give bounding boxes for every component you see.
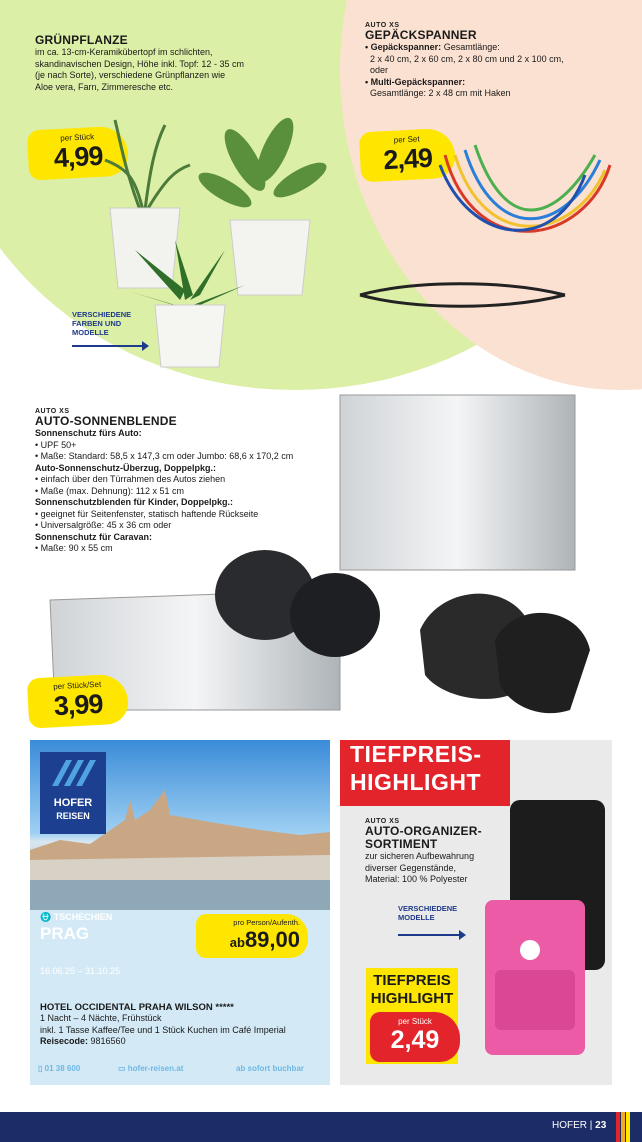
straps-title: GEPÄCKSPANNER xyxy=(365,28,477,42)
phone-icon: ▯ xyxy=(38,1064,45,1073)
sunshade-s1: Sonnenschutz fürs Auto: xyxy=(35,428,142,438)
organizer-note-arrow xyxy=(398,934,464,936)
footer-separator: | xyxy=(589,1120,593,1131)
organizer-note-line-2: MODELLE xyxy=(398,913,435,922)
page-footer xyxy=(0,1112,642,1142)
organizer-title-2: SORTIMENT xyxy=(365,837,438,851)
organizer-variants-note xyxy=(398,904,457,922)
plant-pot-3 xyxy=(155,305,225,367)
logo-reisen-text: REISEN xyxy=(56,811,90,821)
badge-line-1: TIEFPREIS xyxy=(373,972,451,989)
travel-price-prefix: ab xyxy=(229,935,245,950)
organizer-desc-3: Material: 100 % Polyester xyxy=(365,874,468,884)
hotel-name: HOTEL OCCIDENTAL PRAHA WILSON ***** xyxy=(40,1002,234,1013)
footer-stripe-red xyxy=(616,1112,620,1142)
travel-line-1: 1 Nacht – 4 Nächte, Frühstück xyxy=(40,1013,162,1023)
straps-image xyxy=(355,115,620,315)
cover-shade xyxy=(340,395,575,570)
plants-desc-1: im ca. 13-cm-Keramikübertopf im schlichten, xyxy=(35,47,213,57)
sunshade-s1b: • Maße: Standard: 58,5 x 147,3 cm oder Jumbo: 68,6 x 170,2 cm xyxy=(35,451,294,461)
sunshade-title: AUTO-SONNENBLENDE xyxy=(35,414,177,428)
hofer-reisen-logo xyxy=(40,752,106,834)
sunshade-s4: Sonnenschutz für Caravan: xyxy=(35,531,153,542)
sunshade-price: 3,99 xyxy=(53,688,104,722)
straps-brand: AUTO XS xyxy=(365,22,400,29)
straps-item1-line3: oder xyxy=(370,65,389,75)
plants-note-arrow xyxy=(72,345,147,347)
footer-label xyxy=(552,1120,606,1131)
travel-details xyxy=(40,1002,325,1048)
travel-price: 89,00 xyxy=(244,927,300,952)
sunshade-s1a: • UPF 50+ xyxy=(35,439,77,450)
travel-city: PRAG xyxy=(40,924,90,943)
sunshade-s4a: • Maße: 90 x 55 cm xyxy=(35,543,113,553)
plants-desc-2: skandinavischen Design, Höhe inkl. Topf: 12 - 35 cm xyxy=(35,58,244,69)
plants-text xyxy=(35,34,275,93)
straps-item1-text: Gesamtlänge: xyxy=(441,42,500,52)
organizer-text xyxy=(365,818,505,886)
hofer-stripes-icon xyxy=(40,752,106,792)
sunshade-s2a: • einfach über den Türrahmen des Autos ziehen xyxy=(35,474,226,484)
plants-variants-note xyxy=(72,310,131,337)
page-number: 23 xyxy=(595,1120,607,1131)
straps-text xyxy=(365,22,625,100)
sunshade-brand: AUTO XS xyxy=(35,408,70,415)
travel-web-text[interactable]: hofer-reisen.at xyxy=(127,1064,184,1073)
travel-phone[interactable] xyxy=(38,1064,80,1073)
travel-price-label: pro Person/Aufenth. xyxy=(233,918,300,927)
organizer-desc-2: diverser Gegenstände, xyxy=(365,862,457,873)
tiefpreis-header-line1: TIEFPREIS- xyxy=(350,741,482,767)
sunshade-price-tag xyxy=(27,673,129,728)
plants-price-label: per Stück xyxy=(60,132,95,143)
travel-phone-text[interactable]: 01 38 600 xyxy=(44,1064,81,1073)
organizer-note-line-1: VERSCHIEDENE xyxy=(398,904,458,913)
travel-code-label: Reisecode: xyxy=(40,1036,89,1046)
travel-price-tag xyxy=(196,914,308,958)
plant-leaves-1 xyxy=(105,120,190,210)
organizer-title-1: AUTO-ORGANIZER- xyxy=(365,824,482,838)
badge-line-2: HIGHLIGHT xyxy=(370,990,454,1007)
travel-country-text: TSCHECHIEN xyxy=(53,912,113,922)
footer-brand: HOFER xyxy=(552,1120,587,1131)
travel-dates: 16.06.25 – 31.10.25 xyxy=(40,966,121,976)
plant-leaves-2 xyxy=(194,113,330,213)
plant-pot-1 xyxy=(110,208,180,288)
organizer-brand: AUTO XS xyxy=(365,818,400,825)
plants-desc-4: Aloe vera, Farn, Zimmeresche etc. xyxy=(35,81,174,92)
straps-price: 2,49 xyxy=(382,142,433,176)
multi-strap-2 xyxy=(360,295,565,306)
straps-item1-line2: 2 x 40 cm, 2 x 60 cm, 2 x 80 cm und 2 x 100 cm, xyxy=(370,53,564,64)
organizer-price: 2,49 xyxy=(390,1026,440,1054)
laptop-icon: ▭ xyxy=(118,1064,128,1073)
organizer-price-label: per Stück xyxy=(398,1017,432,1026)
caravan-shade-2 xyxy=(495,613,590,713)
straps-item2-label: • Multi-Gepäckspanner: xyxy=(365,76,466,87)
plants-desc-3: (je nach Sorte), verschiedene Grünpflanzen wie xyxy=(35,70,226,80)
footer-stripe-orange xyxy=(621,1112,625,1142)
sunshade-price-label: per Stück/Set xyxy=(52,679,102,692)
travel-code: 9816560 xyxy=(88,1036,126,1046)
logo-hofer-text: HOFER xyxy=(53,797,93,809)
kids-shade-2 xyxy=(290,573,380,657)
travel-country xyxy=(40,912,112,923)
sunshade-s2b: • Maße (max. Dehnung): 112 x 51 cm xyxy=(35,485,185,496)
straps-item2-line2: Gesamtlänge: 2 x 48 cm mit Haken xyxy=(370,88,511,98)
plant-pot-2 xyxy=(230,220,310,295)
plants-price: 4,99 xyxy=(53,140,104,174)
plants-note-line-1: VERSCHIEDENE xyxy=(72,310,132,319)
organizer-price-tag xyxy=(370,1012,460,1062)
straps-item1-label: • Gepäckspanner: xyxy=(365,42,442,52)
multi-strap-1 xyxy=(360,284,565,295)
sunshade-s3b: • Universalgröße: 45 x 36 cm oder xyxy=(35,520,172,530)
sunshade-s2: Auto-Sonnenschutz-Überzug, Doppelpkg.: xyxy=(35,462,216,473)
organizer-image xyxy=(470,760,610,1070)
tiefpreis-header-line2: HIGHLIGHT xyxy=(350,769,481,795)
travel-line-2: inkl. 1 Tasse Kaffee/Tee und 1 Stück Kuchen im Café Imperial xyxy=(40,1024,286,1035)
travel-web[interactable] xyxy=(118,1064,183,1073)
plants-note-line-2: FARBEN UND xyxy=(72,319,122,328)
plants-title: GRÜNPFLANZE xyxy=(35,33,128,47)
sunshade-s3a: • geeignet für Seitenfenster, statisch haftende Rückseite xyxy=(35,508,259,519)
organizer-desc-1: zur sicheren Aufbewahrung xyxy=(365,851,475,861)
travel-bookable: ab sofort buchbar xyxy=(236,1064,305,1073)
car-icon: ⛎ xyxy=(40,912,54,922)
sunshade-s3: Sonnenschutzblenden für Kinder, Doppelpkg.: xyxy=(35,497,234,507)
plants-note-line-3: MODELLE xyxy=(72,328,109,337)
straps-price-label: per Set xyxy=(393,134,420,145)
footer-stripe-yellow xyxy=(626,1112,630,1142)
